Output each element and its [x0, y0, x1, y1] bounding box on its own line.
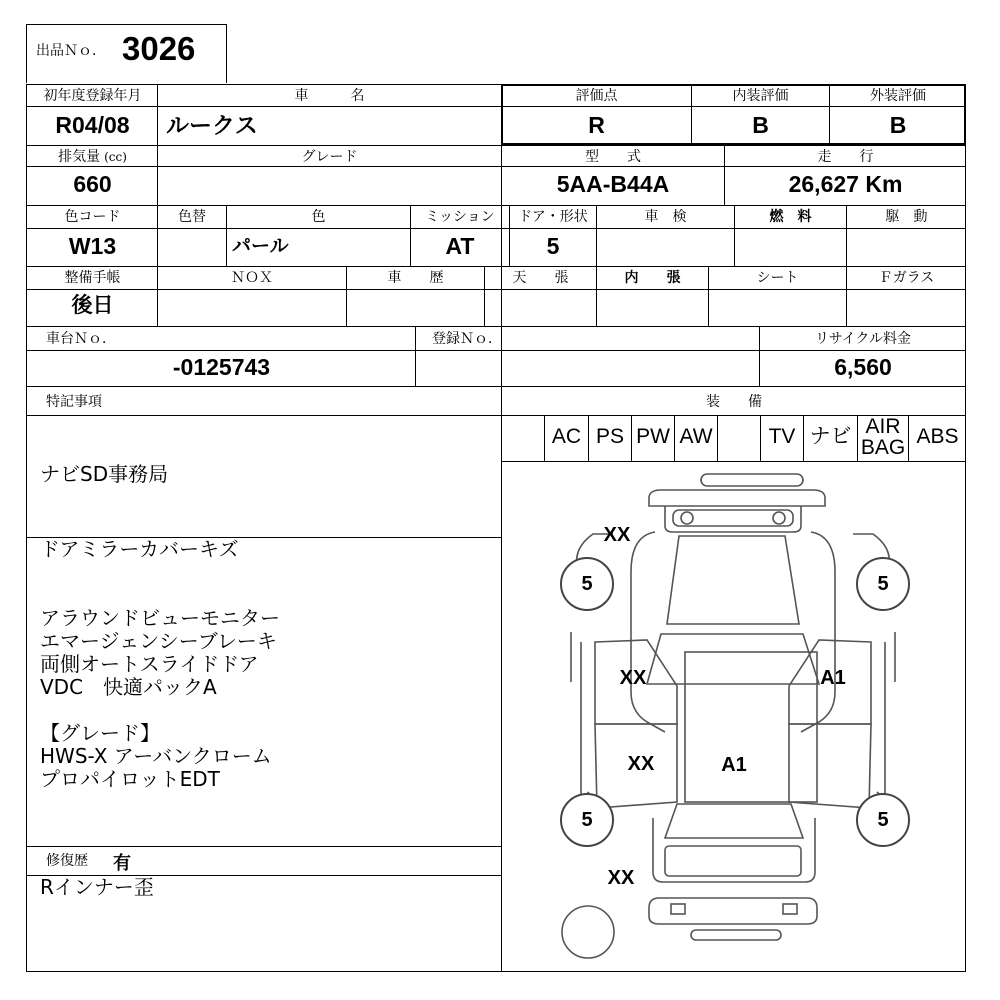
score-value: R — [588, 112, 605, 138]
rule — [26, 326, 966, 327]
exterior-value: B — [889, 112, 907, 138]
repair-label: 修復歴 — [46, 853, 88, 869]
history-label: 車 歴 — [387, 270, 444, 286]
windshield — [647, 634, 819, 684]
model-label: 型 式 — [585, 149, 641, 165]
repaint-label: 色替 — [178, 209, 206, 225]
chassis-value: -0125743 — [172, 354, 271, 380]
rule — [717, 415, 718, 461]
interior-label: 内装評価 — [732, 88, 789, 104]
damage-mark-left-rear-door: XX — [627, 753, 655, 775]
color-code-label: 色コード — [64, 209, 121, 225]
rule — [26, 350, 966, 351]
door-label: ドア・形状 — [518, 209, 588, 225]
tire-rear-left: 5 — [560, 793, 614, 847]
tire-front-right: 5 — [856, 557, 910, 611]
damage-mark-left-front-door: XX — [619, 667, 647, 689]
notes-label: 特記事項 — [46, 394, 102, 410]
color-value: パール — [232, 236, 289, 257]
registration-label: 登録Ｎｏ． — [432, 331, 502, 347]
car-diagram — [501, 462, 966, 970]
rear-bumper-bar — [691, 930, 781, 940]
equipment-airbag: AIR BAG — [860, 415, 906, 459]
front-plate — [673, 510, 793, 526]
rule — [26, 228, 966, 229]
displacement-unit: (cc) — [104, 150, 127, 164]
interior-value: B — [752, 112, 769, 138]
first-reg-value: R04/08 — [55, 112, 130, 138]
front-bumper-bar — [701, 474, 803, 486]
equipment-tv: TV — [768, 425, 796, 448]
body-right — [801, 532, 835, 732]
notes-block-1: ナビSD事務局 — [40, 462, 169, 486]
roof-label: 天 張 — [512, 270, 569, 286]
equipment-abs: ABS — [916, 425, 959, 448]
rear-panel — [653, 818, 815, 882]
repair-note: Rインナー歪 — [40, 875, 154, 899]
car-name-label: 車 名 — [294, 88, 365, 104]
repair-value: 有 — [113, 853, 131, 874]
exterior-label: 外装評価 — [870, 88, 926, 104]
tailgate — [665, 846, 801, 876]
door-value: 5 — [546, 233, 560, 259]
model-value: 5AA-B44A — [556, 171, 670, 197]
damage-mark-rear-left: XX — [607, 867, 635, 889]
lot-label: 出品Ｎｏ． — [36, 43, 106, 59]
rule — [26, 145, 966, 146]
rear-bumper — [649, 898, 817, 924]
damage-mark-roof: A1 — [721, 754, 747, 776]
nox-label: ＮＯＸ — [231, 270, 273, 286]
rule — [415, 326, 416, 387]
grade-label: グレード — [301, 149, 358, 165]
spare-tire — [562, 906, 614, 958]
rule — [26, 386, 966, 387]
rule — [26, 166, 966, 167]
left-sill — [581, 642, 595, 816]
rule — [26, 289, 966, 290]
maintenance-value: 後日 — [71, 294, 114, 317]
first-reg-label: 初年度登録年月 — [43, 88, 142, 104]
notes-block-2: ドアミラーカバーキズ アラウンドビューモニター エマージェンシーブレーキ 両側オートスライドドア VDC 快適パックA 【グレード】 HWS-X アーバンクローム プロパイロットEDT — [40, 537, 280, 791]
score-label: 評価点 — [575, 88, 618, 104]
lot-number: 3026 — [122, 30, 196, 67]
chassis-label: 車台Ｎｏ． — [46, 331, 116, 347]
front-lamp-right — [773, 512, 785, 524]
right-rear-door — [789, 724, 871, 808]
mission-value: AT — [445, 233, 475, 259]
equipment-aw: AW — [679, 425, 713, 448]
car-name-value: ルークス — [166, 112, 258, 138]
rear-glass — [665, 804, 803, 838]
body-left — [631, 532, 665, 732]
displacement-value: 660 — [73, 171, 112, 197]
recycle-label: リサイクル料金 — [814, 331, 912, 347]
fuel-label: 燃 料 — [769, 209, 812, 225]
equipment-label: 装 備 — [706, 394, 762, 410]
rear-lamp-left — [671, 904, 685, 914]
mileage-value: 26,627 Km — [788, 171, 903, 197]
damage-mark-front-left: XX — [603, 524, 631, 546]
equipment-ps: PS — [595, 425, 624, 448]
color-code-value: W13 — [68, 233, 117, 259]
damage-mark-right-front-door: A1 — [820, 667, 846, 689]
mission-label: ミッション — [425, 209, 495, 225]
right-sill — [871, 642, 885, 816]
tire-front-left: 5 — [560, 557, 614, 611]
equipment-ac: AC — [551, 425, 582, 448]
color-label: 色 — [311, 209, 326, 225]
seat-label: シート — [756, 270, 799, 286]
inspection-label: 車 検 — [644, 209, 687, 225]
displacement-label — [28, 148, 157, 166]
rear-lamp-right — [783, 904, 797, 914]
rule — [26, 266, 966, 267]
recycle-value: 6,560 — [834, 354, 892, 380]
equipment-row — [501, 415, 966, 461]
interior-trim-label: 内 張 — [624, 270, 681, 286]
mileage-label: 走 行 — [817, 149, 874, 165]
equipment-navi: ナビ — [809, 425, 852, 448]
rule — [26, 846, 501, 847]
glass-label: Ｆガラス — [878, 270, 935, 286]
tire-rear-right: 5 — [856, 793, 910, 847]
hood — [667, 536, 799, 624]
maintenance-label: 整備手帳 — [64, 270, 121, 286]
displacement-label-text: 排気量 — [58, 149, 101, 165]
front-bumper — [649, 490, 825, 506]
front-lamp-left — [681, 512, 693, 524]
equipment-pw: PW — [636, 425, 670, 448]
rule — [26, 205, 966, 206]
drive-label: 駆 動 — [885, 209, 928, 225]
